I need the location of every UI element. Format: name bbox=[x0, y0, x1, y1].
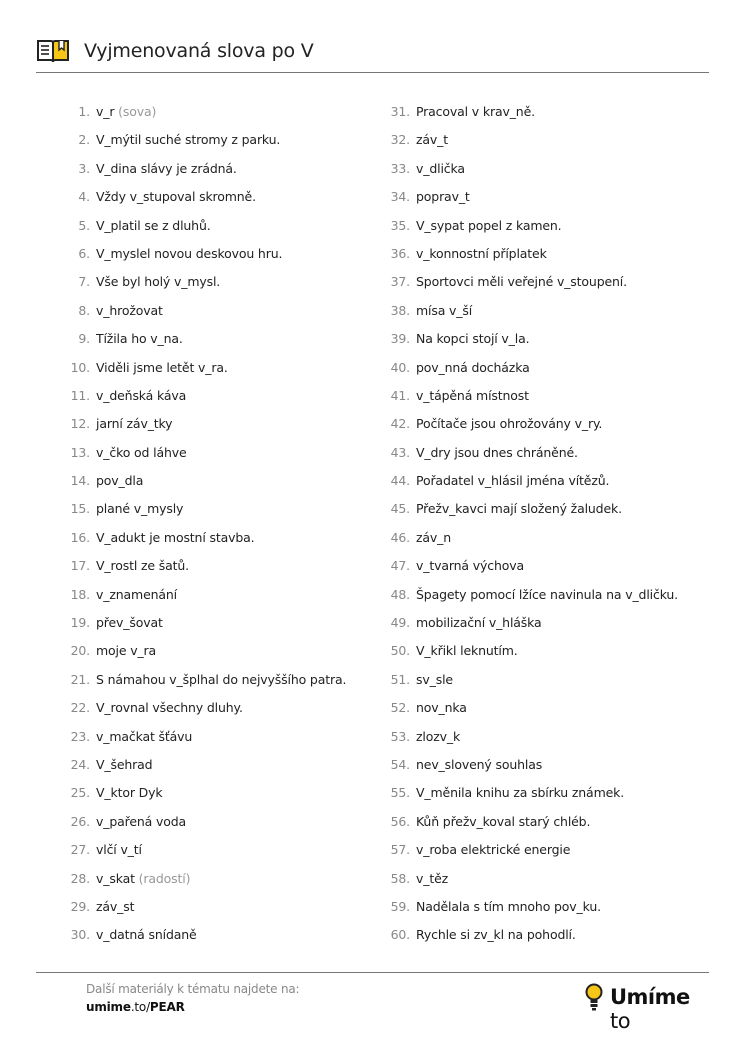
item-phrase: V_křikl leknutím. bbox=[416, 643, 518, 659]
item-phrase: v_hrožovat bbox=[96, 302, 163, 318]
item-phrase: Nadělala s tím mnoho pov_ku. bbox=[416, 898, 601, 914]
list-item bbox=[60, 893, 360, 921]
item-phrase: moje v_ra bbox=[96, 643, 157, 659]
item-text bbox=[96, 666, 346, 694]
item-number: 19. bbox=[70, 615, 90, 631]
item-text bbox=[96, 552, 189, 580]
item-number: 24. bbox=[70, 756, 90, 772]
item-number: 29. bbox=[70, 898, 90, 914]
list-item bbox=[380, 808, 710, 836]
item-number: 7. bbox=[78, 274, 90, 290]
item-text bbox=[416, 410, 602, 438]
list-item bbox=[380, 382, 710, 410]
brand-name bbox=[610, 985, 714, 1033]
item-phrase: V_platil se z dluhů. bbox=[96, 217, 211, 233]
item-number: 21. bbox=[70, 671, 90, 687]
list-item bbox=[380, 325, 710, 353]
item-phrase: záv_t bbox=[416, 132, 449, 148]
item-number: 41. bbox=[390, 387, 410, 403]
list-item bbox=[380, 751, 710, 779]
item-text bbox=[96, 240, 282, 268]
item-phrase: přev_šovat bbox=[96, 615, 163, 631]
item-text bbox=[416, 524, 451, 552]
item-text bbox=[96, 155, 237, 183]
item-text bbox=[96, 467, 143, 495]
item-phrase: v_dlička bbox=[416, 160, 465, 176]
item-phrase: plané v_mysly bbox=[96, 501, 184, 517]
item-text bbox=[416, 268, 627, 296]
item-phrase: Pořadatel v_hlásil jména vítězů. bbox=[416, 473, 610, 489]
list-item bbox=[60, 495, 360, 523]
item-text bbox=[416, 325, 529, 353]
item-number: 54. bbox=[390, 756, 410, 772]
exercise-list-left bbox=[60, 98, 360, 950]
item-text bbox=[416, 779, 624, 807]
item-text bbox=[416, 126, 448, 154]
list-item bbox=[60, 155, 360, 183]
item-text bbox=[416, 495, 622, 523]
item-text bbox=[96, 637, 156, 665]
list-item bbox=[60, 751, 360, 779]
item-number: 9. bbox=[78, 331, 90, 347]
brand-name-bold: Umíme bbox=[610, 985, 690, 1009]
item-number: 26. bbox=[70, 813, 90, 829]
item-phrase: V_rostl ze šatů. bbox=[96, 558, 189, 574]
list-item bbox=[60, 297, 360, 325]
item-number: 30. bbox=[70, 927, 90, 943]
item-phrase: mísa v_ší bbox=[416, 302, 473, 318]
item-phrase: Kůň přežv_koval starý chléb. bbox=[416, 813, 591, 829]
item-text bbox=[96, 609, 163, 637]
item-phrase: v_mačkat šťávu bbox=[96, 728, 193, 744]
list-item bbox=[60, 183, 360, 211]
item-text bbox=[96, 268, 220, 296]
item-phrase: V_dina slávy je zrádná. bbox=[96, 160, 237, 176]
list-item bbox=[380, 495, 710, 523]
list-item bbox=[380, 779, 710, 807]
exercise-list-right bbox=[380, 98, 710, 950]
item-phrase: záv_st bbox=[96, 898, 135, 914]
item-text bbox=[416, 98, 535, 126]
item-number: 31. bbox=[390, 104, 410, 119]
item-text bbox=[416, 723, 460, 751]
book-icon bbox=[36, 38, 70, 64]
item-text bbox=[416, 467, 609, 495]
item-number: 8. bbox=[78, 302, 90, 318]
item-phrase: vlčí v_tí bbox=[96, 842, 142, 858]
item-text bbox=[96, 581, 177, 609]
item-phrase: V_ktor Dyk bbox=[96, 785, 163, 801]
item-text bbox=[416, 836, 570, 864]
item-phrase: S námahou v_šplhal do nejvyššího patra. bbox=[96, 671, 347, 687]
item-text bbox=[96, 723, 192, 751]
item-text bbox=[96, 354, 228, 382]
item-text bbox=[416, 666, 453, 694]
item-number: 11. bbox=[70, 387, 90, 403]
item-text bbox=[416, 155, 465, 183]
list-item bbox=[380, 666, 710, 694]
item-phrase: poprav_t bbox=[416, 189, 470, 205]
item-number: 1. bbox=[78, 104, 90, 119]
list-item bbox=[60, 637, 360, 665]
item-number: 10. bbox=[70, 359, 90, 375]
item-phrase: Na kopci stojí v_la. bbox=[416, 331, 530, 347]
list-item bbox=[380, 268, 710, 296]
item-number: 36. bbox=[390, 245, 410, 261]
item-number: 2. bbox=[78, 132, 90, 148]
item-phrase: zlozv_k bbox=[416, 728, 461, 744]
item-text bbox=[96, 751, 152, 779]
list-item bbox=[380, 297, 710, 325]
list-item bbox=[380, 354, 710, 382]
item-text bbox=[96, 836, 142, 864]
item-number: 13. bbox=[70, 444, 90, 460]
item-phrase: Tížila ho v_na. bbox=[96, 331, 183, 347]
item-number: 15. bbox=[70, 501, 90, 517]
list-item bbox=[380, 893, 710, 921]
item-phrase: Přežv_kavci mají složený žaludek. bbox=[416, 501, 622, 517]
footer-link-code: PEAR bbox=[149, 1000, 185, 1014]
item-hint: (radostí) bbox=[138, 870, 191, 886]
item-text bbox=[96, 212, 211, 240]
list-item bbox=[60, 467, 360, 495]
item-phrase: v_pařená voda bbox=[96, 813, 187, 829]
item-text bbox=[416, 921, 576, 949]
item-phrase: V_šehrad bbox=[96, 756, 153, 772]
item-phrase: jarní záv_tky bbox=[96, 416, 173, 432]
list-item bbox=[60, 552, 360, 580]
item-phrase: Vždy v_stupoval skromně. bbox=[96, 189, 256, 205]
item-number: 51. bbox=[390, 671, 410, 687]
item-phrase: V_myslel novou deskovou hru. bbox=[96, 245, 283, 261]
item-number: 20. bbox=[70, 643, 90, 659]
item-number: 56. bbox=[390, 813, 410, 829]
list-item bbox=[380, 183, 710, 211]
item-number: 33. bbox=[390, 160, 410, 176]
item-number: 58. bbox=[390, 870, 410, 886]
item-phrase: Počítače jsou ohrožovány v_ry. bbox=[416, 416, 603, 432]
list-item bbox=[60, 865, 360, 893]
list-item bbox=[380, 126, 710, 154]
list-item bbox=[380, 98, 710, 126]
list-item bbox=[60, 808, 360, 836]
list-item bbox=[60, 723, 360, 751]
item-number: 12. bbox=[70, 416, 90, 432]
item-phrase: V_adukt je mostní stavba. bbox=[96, 529, 255, 545]
list-item bbox=[60, 779, 360, 807]
item-number: 14. bbox=[70, 473, 90, 489]
list-item bbox=[60, 439, 360, 467]
item-number: 3. bbox=[78, 160, 90, 176]
list-item bbox=[60, 694, 360, 722]
footer-note: Další materiály k tématu najdete na: bbox=[86, 982, 300, 996]
list-item bbox=[60, 836, 360, 864]
item-phrase: V_sypat popel z kamen. bbox=[416, 217, 562, 233]
item-text bbox=[96, 808, 186, 836]
item-phrase: Sportovci měli veřejné v_stoupení. bbox=[416, 274, 627, 290]
item-text bbox=[416, 552, 524, 580]
item-text bbox=[416, 808, 590, 836]
item-phrase: v_konnostní příplatek bbox=[416, 245, 547, 261]
item-number: 4. bbox=[78, 189, 90, 205]
item-text bbox=[416, 240, 547, 268]
item-number: 43. bbox=[390, 444, 410, 460]
item-text bbox=[96, 524, 254, 552]
list-item bbox=[380, 410, 710, 438]
item-phrase: V_mýtil suché stromy z parku. bbox=[96, 132, 281, 148]
item-text bbox=[416, 382, 529, 410]
item-number: 59. bbox=[390, 898, 410, 914]
item-text bbox=[416, 637, 518, 665]
list-item bbox=[60, 524, 360, 552]
list-item bbox=[60, 98, 360, 126]
list-item bbox=[60, 212, 360, 240]
list-item bbox=[380, 723, 710, 751]
item-number: 55. bbox=[390, 785, 410, 801]
list-item bbox=[380, 524, 710, 552]
item-text bbox=[416, 609, 542, 637]
item-text bbox=[96, 439, 187, 467]
item-text bbox=[416, 212, 562, 240]
item-number: 28. bbox=[70, 870, 90, 886]
item-phrase: mobilizační v_hláška bbox=[416, 615, 542, 631]
item-phrase: Viděli jsme letět v_ra. bbox=[96, 359, 228, 375]
item-number: 53. bbox=[390, 728, 410, 744]
list-item bbox=[380, 921, 710, 949]
item-text bbox=[416, 581, 678, 609]
brand-logo bbox=[584, 982, 714, 1033]
list-item bbox=[380, 552, 710, 580]
footer-link-tld: .to/ bbox=[130, 1000, 150, 1014]
list-item bbox=[380, 467, 710, 495]
item-text bbox=[96, 126, 280, 154]
item-text bbox=[96, 694, 243, 722]
list-item bbox=[380, 155, 710, 183]
list-item bbox=[60, 240, 360, 268]
item-number: 37. bbox=[390, 274, 410, 290]
list-item bbox=[380, 836, 710, 864]
list-item bbox=[380, 609, 710, 637]
item-phrase: Vše byl holý v_mysl. bbox=[96, 274, 221, 290]
item-phrase: v_těz bbox=[416, 870, 449, 886]
item-text bbox=[96, 495, 183, 523]
item-number: 38. bbox=[390, 302, 410, 318]
footer-divider bbox=[36, 972, 709, 973]
item-phrase: V_dry jsou dnes chráněné. bbox=[416, 444, 578, 460]
item-text bbox=[96, 297, 163, 325]
item-text bbox=[96, 921, 197, 949]
item-phrase: v_čko od láhve bbox=[96, 444, 187, 460]
list-item bbox=[60, 325, 360, 353]
brand-name-rest: to bbox=[610, 1009, 631, 1033]
list-item bbox=[60, 921, 360, 949]
item-number: 49. bbox=[390, 615, 410, 631]
list-item bbox=[380, 637, 710, 665]
footer-link-domain: umime bbox=[86, 1000, 131, 1014]
item-number: 25. bbox=[70, 785, 90, 801]
item-number: 18. bbox=[70, 586, 90, 602]
list-item bbox=[380, 439, 710, 467]
item-number: 16. bbox=[70, 529, 90, 545]
item-phrase: Špagety pomocí lžíce navinula na v_dličku. bbox=[416, 586, 679, 602]
item-text bbox=[96, 183, 256, 211]
item-phrase: V_rovnal všechny dluhy. bbox=[96, 700, 243, 716]
list-item bbox=[380, 865, 710, 893]
item-phrase: pov_dla bbox=[96, 473, 144, 489]
item-number: 52. bbox=[390, 700, 410, 716]
item-text bbox=[96, 893, 134, 921]
item-phrase: nov_nka bbox=[416, 700, 467, 716]
item-text bbox=[416, 751, 542, 779]
item-text bbox=[416, 297, 472, 325]
item-phrase: Rychle si zv_kl na pohodlí. bbox=[416, 927, 576, 943]
item-phrase: v_tvarná výchova bbox=[416, 558, 524, 574]
item-number: 45. bbox=[390, 501, 410, 517]
item-text bbox=[416, 354, 530, 382]
item-phrase: v_roba elektrické energie bbox=[416, 842, 571, 858]
item-phrase: V_měnila knihu za sbírku známek. bbox=[416, 785, 625, 801]
list-item bbox=[380, 694, 710, 722]
item-text bbox=[96, 865, 190, 893]
item-number: 39. bbox=[390, 331, 410, 347]
item-number: 50. bbox=[390, 643, 410, 659]
item-phrase: Pracoval v krav_ně. bbox=[416, 104, 535, 119]
list-item bbox=[60, 609, 360, 637]
item-phrase: pov_nná docházka bbox=[416, 359, 530, 375]
item-text bbox=[96, 779, 162, 807]
item-number: 42. bbox=[390, 416, 410, 432]
item-number: 35. bbox=[390, 217, 410, 233]
item-number: 40. bbox=[390, 359, 410, 375]
item-number: 32. bbox=[390, 132, 410, 148]
item-text bbox=[416, 183, 470, 211]
list-item bbox=[60, 268, 360, 296]
lightbulb-icon bbox=[584, 982, 604, 1012]
item-text bbox=[96, 382, 186, 410]
page-title: Vyjmenovaná slova po V bbox=[84, 40, 314, 62]
list-item bbox=[380, 240, 710, 268]
list-item bbox=[60, 410, 360, 438]
item-phrase: v_r bbox=[96, 104, 115, 119]
item-phrase: v_tápěná místnost bbox=[416, 387, 529, 403]
item-text bbox=[96, 98, 156, 126]
item-text bbox=[416, 865, 448, 893]
list-item bbox=[60, 126, 360, 154]
page-header bbox=[36, 36, 709, 73]
list-item bbox=[60, 382, 360, 410]
item-text bbox=[416, 439, 578, 467]
list-item bbox=[380, 212, 710, 240]
item-phrase: sv_sle bbox=[416, 671, 453, 687]
item-phrase: v_datná snídaně bbox=[96, 927, 197, 943]
list-item bbox=[60, 581, 360, 609]
item-phrase: v_znamenání bbox=[96, 586, 177, 602]
item-phrase: záv_n bbox=[416, 529, 452, 545]
item-phrase: nev_slovený souhlas bbox=[416, 756, 543, 772]
item-number: 17. bbox=[70, 558, 90, 574]
item-number: 48. bbox=[390, 586, 410, 602]
item-number: 27. bbox=[70, 842, 90, 858]
item-number: 57. bbox=[390, 842, 410, 858]
item-number: 46. bbox=[390, 529, 410, 545]
item-text bbox=[416, 893, 601, 921]
item-text bbox=[416, 694, 467, 722]
item-hint: (sova) bbox=[118, 104, 157, 119]
item-number: 5. bbox=[78, 217, 90, 233]
item-number: 6. bbox=[78, 245, 90, 261]
item-number: 34. bbox=[390, 189, 410, 205]
item-phrase: v_deňská káva bbox=[96, 387, 187, 403]
item-number: 44. bbox=[390, 473, 410, 489]
footer-link[interactable] bbox=[86, 1000, 185, 1014]
item-number: 23. bbox=[70, 728, 90, 744]
item-text bbox=[96, 410, 172, 438]
item-text bbox=[96, 325, 183, 353]
item-number: 47. bbox=[390, 558, 410, 574]
list-item bbox=[60, 354, 360, 382]
item-number: 60. bbox=[390, 927, 410, 943]
list-item bbox=[60, 666, 360, 694]
item-phrase: v_skat bbox=[96, 870, 135, 886]
item-number: 22. bbox=[70, 700, 90, 716]
list-item bbox=[380, 581, 710, 609]
